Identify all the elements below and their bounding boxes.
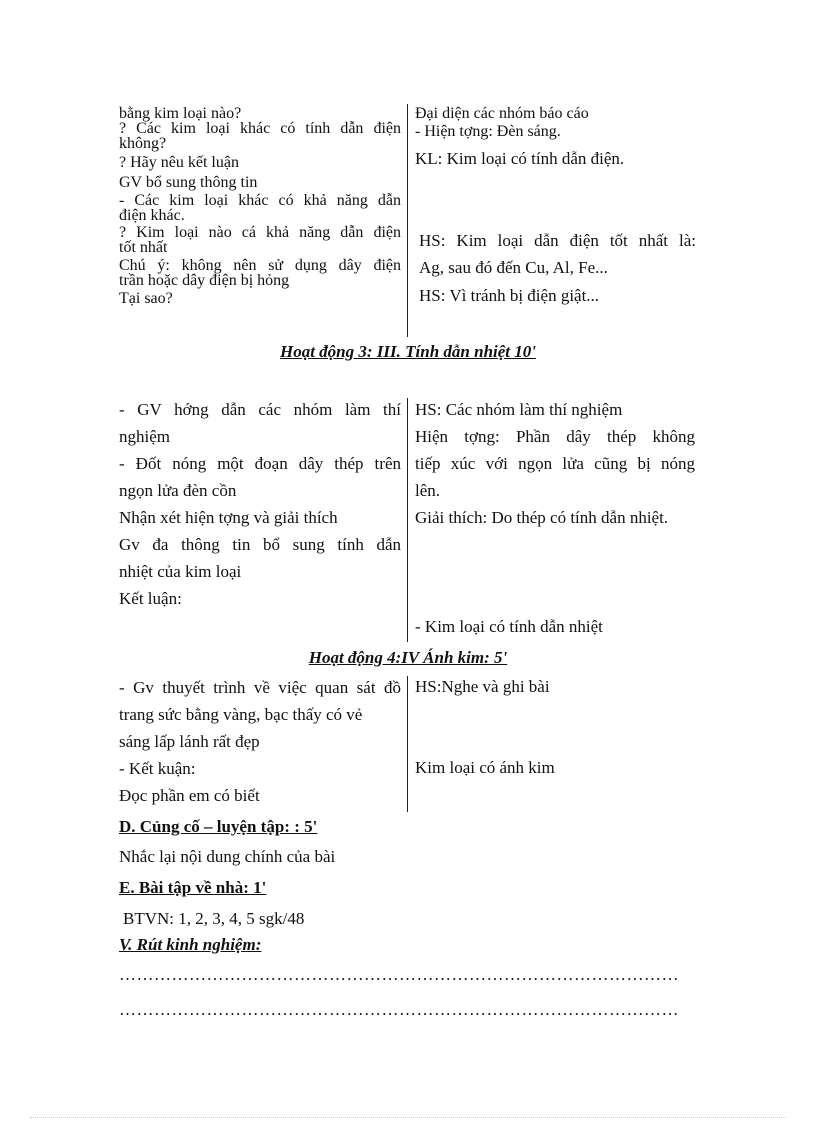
left-line: - Gv thuyết trình về việc quan sát đồ bbox=[119, 678, 401, 697]
left-line: ? Các kim loại khác có tính dẫn điện bbox=[119, 120, 401, 137]
page-bottom-rule bbox=[30, 1117, 786, 1118]
left-line: - GV hớng dẫn các nhóm làm thí bbox=[119, 400, 401, 419]
right-line bbox=[419, 231, 696, 251]
notes-dotted-line: …………………………………………………………………………………… bbox=[119, 1000, 679, 1019]
right-line-text: HS: Kim loại dẫn điện tốt nhất là: bbox=[419, 231, 696, 250]
left-line: ? Kim loại nào cá khả năng dẫn điện bbox=[119, 224, 401, 241]
left-line: Nhận xét hiện tợng và giải thích bbox=[119, 508, 338, 527]
right-line: HS: Các nhóm làm thí nghiệm bbox=[415, 400, 623, 419]
left-line: Kết luận: bbox=[119, 589, 182, 608]
right-line: Ag, sau đó đến Cu, Al, Fe... bbox=[419, 258, 608, 277]
left-line: nhiệt của kim loại bbox=[119, 562, 242, 581]
left-line: nghiệm bbox=[119, 427, 170, 446]
left-line: trang sức bằng vàng, bạc thấy có vẻ bbox=[119, 705, 363, 724]
right-line: KL: Kim loại có tính dẫn điện. bbox=[415, 149, 625, 168]
left-column-top bbox=[119, 106, 401, 306]
column-divider-bottom bbox=[407, 676, 408, 812]
right-line: tiếp xúc với ngọn lửa cũng bị nóng bbox=[415, 454, 695, 473]
section3-heading: Hoạt động 3: III. Tính dẫn nhiệt 10' bbox=[279, 342, 536, 361]
left-line: Chú ý: không nên sử dụng dây điện bbox=[119, 257, 401, 274]
left-column-section4 bbox=[119, 674, 401, 809]
section-d-title: D. Củng cố – luyện tập: : 5' bbox=[119, 817, 318, 836]
section-d-body: Nhắc lại nội dung chính của bài bbox=[119, 847, 336, 866]
left-line: - Đốt nóng một đoạn dây thép trên bbox=[119, 454, 401, 473]
left-line: trần hoặc dây điện bị hỏng bbox=[119, 272, 290, 289]
right-line: - Kim loại có tính dẫn nhiệt bbox=[415, 617, 603, 636]
left-line: không? bbox=[119, 135, 167, 152]
section4-heading: Hoạt động 4:IV Ánh kim: 5' bbox=[308, 648, 508, 667]
left-line: Đọc phần em có biết bbox=[119, 786, 260, 805]
right-line: - Hiện tợng: Đèn sáng. bbox=[415, 123, 561, 140]
right-line: Hiện tợng: Phần dây thép không bbox=[415, 427, 695, 446]
left-line: Gv đa thông tin bổ sung tính dẫn bbox=[119, 535, 401, 554]
left-line: - Kết kuận: bbox=[119, 759, 196, 778]
left-line: Tại sao? bbox=[119, 290, 173, 307]
left-column-section3 bbox=[119, 396, 401, 612]
section-e-body: BTVN: 1, 2, 3, 4, 5 sgk/48 bbox=[123, 909, 305, 928]
left-line: bằng kim loại nào? bbox=[119, 105, 242, 122]
right-line: Kim loại có ánh kim bbox=[415, 758, 555, 777]
right-line: Giải thích: Do thép có tính dẫn nhiệt. bbox=[415, 508, 669, 527]
right-line: HS:Nghe và ghi bài bbox=[415, 677, 550, 696]
left-line: điện khác. bbox=[119, 207, 185, 224]
right-line: HS: Vì tránh bị điện giật... bbox=[419, 286, 600, 305]
left-line: ngọn lửa đèn cồn bbox=[119, 481, 237, 500]
right-line: Đại diện các nhóm báo cáo bbox=[415, 105, 589, 122]
right-column-section3 bbox=[415, 396, 695, 531]
left-line: GV bổ sung thông tin bbox=[119, 174, 258, 191]
left-line: tốt nhất bbox=[119, 239, 168, 256]
left-line: ? Hãy nêu kết luận bbox=[119, 154, 239, 171]
left-line: - Các kim loại khác có khả năng dẫn bbox=[119, 192, 401, 209]
column-divider-mid bbox=[407, 398, 408, 642]
left-line: sáng lấp lánh rất đẹp bbox=[119, 732, 260, 751]
notes-dotted-line: …………………………………………………………………………………… bbox=[119, 965, 679, 984]
section-e-title: E. Bài tập về nhà: 1' bbox=[119, 878, 267, 897]
section-v-title: V. Rút kinh nghiệm: bbox=[119, 935, 262, 954]
right-line: lên. bbox=[415, 481, 441, 500]
column-divider-top bbox=[407, 104, 408, 337]
